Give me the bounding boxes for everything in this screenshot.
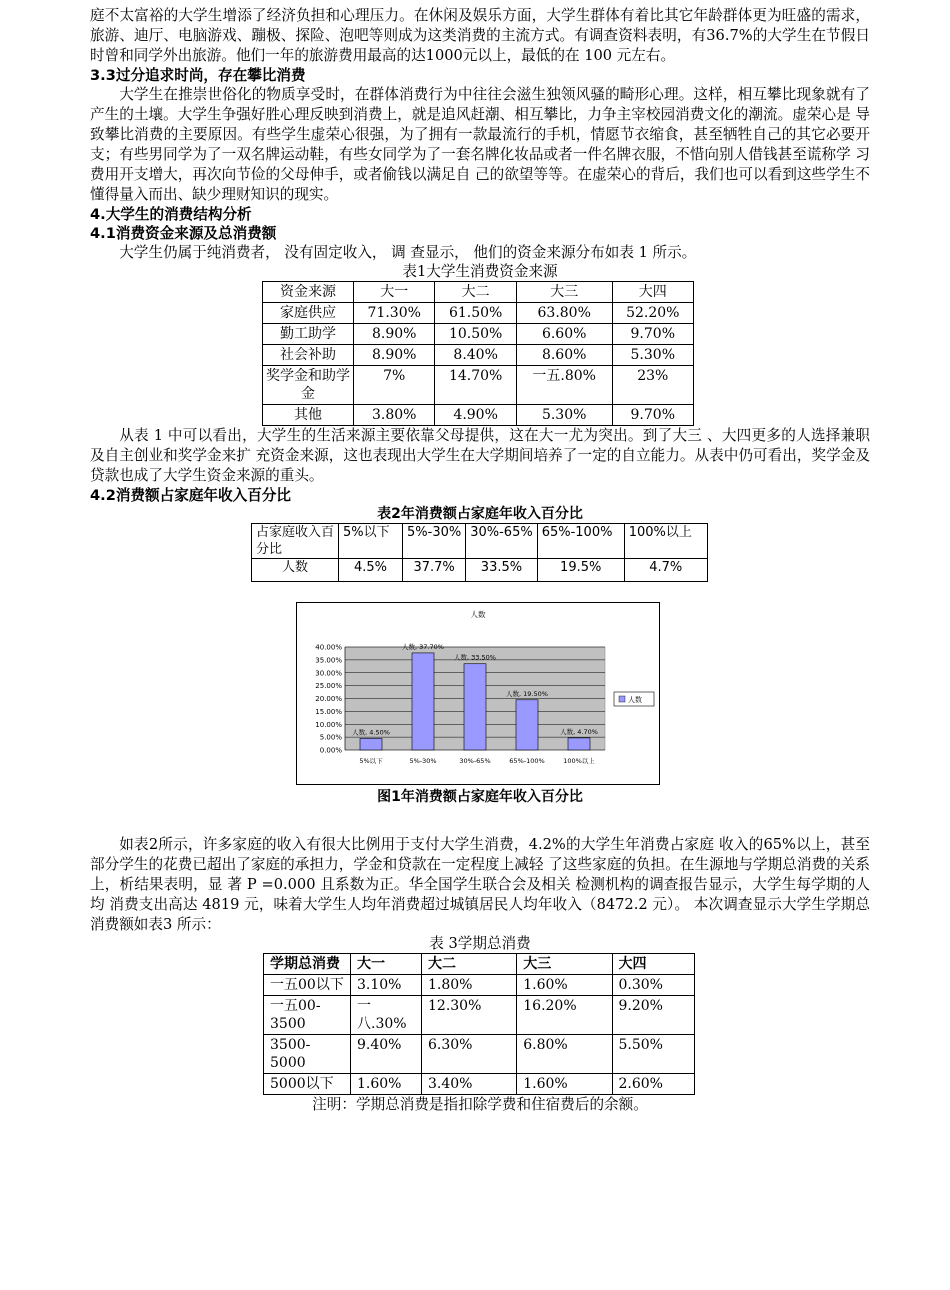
heading-3-3: 3.3过分追求时尚，存在攀比消费: [90, 67, 306, 84]
table3-note: 注明：学期总消费是指扣除学费和住宿费后的余额。: [312, 1096, 648, 1113]
bar: [360, 738, 382, 750]
table-cell: 3.40%: [422, 1074, 517, 1095]
table-cell: 33.5%: [466, 559, 537, 582]
y-tick-label: 30.00%: [315, 669, 342, 678]
table-cell: 10.50%: [435, 324, 516, 345]
table-cell: 52.20%: [612, 303, 693, 324]
table-cell: 23%: [612, 366, 693, 405]
table-cell: 6.30%: [422, 1035, 517, 1074]
table2: [251, 523, 708, 582]
table-cell: 人数: [252, 559, 339, 582]
x-tick-label: 5%-30%: [409, 757, 437, 765]
data-label: 人数, 4.50%: [352, 728, 390, 737]
table-cell: 6.60%: [516, 324, 612, 345]
table-cell: 71.30%: [354, 303, 435, 324]
table-cell: 一八.30%: [351, 996, 422, 1035]
table-cell: 12.30%: [422, 996, 517, 1035]
y-tick-label: 40.00%: [315, 643, 342, 652]
heading-4: 4.大学生的消费结构分析: [90, 206, 252, 223]
data-label: 人数, 4.70%: [560, 727, 598, 736]
document-page: [90, 6, 870, 1114]
table-cell: 大二: [422, 954, 517, 975]
table-row-header: [264, 954, 695, 975]
table-cell: 大四: [612, 954, 695, 975]
table-cell: 3.10%: [351, 975, 422, 996]
table-cell: 2.60%: [612, 1074, 695, 1095]
table-cell: 9.70%: [612, 324, 693, 345]
figure1-caption: 图1年消费额占家庭年收入百分比: [377, 789, 583, 805]
table-cell: 14.70%: [435, 366, 516, 405]
table-cell: 4.5%: [339, 559, 403, 582]
bar: [412, 653, 434, 750]
figure1-chart: [296, 602, 660, 785]
table-cell: 100%以上: [628, 525, 692, 540]
y-tick-label: 15.00%: [315, 707, 342, 716]
table-row: [263, 345, 694, 366]
table-cell: 3500-5000: [264, 1035, 351, 1074]
table-cell: 一五00-3500: [264, 996, 351, 1035]
table-cell: 3.80%: [354, 405, 435, 426]
table-row: [263, 366, 694, 405]
paragraph-4-2: 如表2所示，许多家庭的收入有很大比例用于支付大学生消费，4.2%的大学生年消费占家庭 收入的65%以上，甚至部分学生的花费已超出了家庭的承担力，学金和贷款在一定程度上减轻 了这些家庭的负担。在生源地与学期总消费的关系上，析结果表明，显 著 P =0.000 且系数为正。华全国学生联合会及相关 检测机构的调查报告显示，大学生每学期的人均 消费支出高达 4819 元，味着大学生人均年消费超过城镇居民人均年收入（8472.2 元）。 本次调查显示大学生学期总消费额如表3 所示：: [90, 836, 870, 933]
table-cell: 勤工助学: [263, 324, 354, 345]
table-row-header: [263, 282, 694, 303]
x-tick-label: 5%以下: [359, 757, 383, 765]
bar: [568, 738, 590, 750]
paragraph-4-1: 大学生仍属于纯消费者， 没有固定收入， 调 查显示， 他们的资金来源分布如表 1 所示。: [119, 244, 697, 261]
table-row: [263, 324, 694, 345]
data-label: 人数, 33.50%: [454, 653, 496, 662]
table-row: [264, 996, 695, 1035]
table1-caption: 表1大学生消费资金来源: [402, 263, 558, 280]
table-cell: 家庭供应: [263, 303, 354, 324]
table-cell: 其他: [263, 405, 354, 426]
table-cell: 30%-65%: [470, 525, 533, 540]
table-cell: 6.80%: [517, 1035, 612, 1074]
table-cell: 8.40%: [435, 345, 516, 366]
data-label: 人数, 37.70%: [402, 642, 444, 651]
table1: [262, 281, 694, 426]
table2-caption: 表2年消费额占家庭年收入百分比: [377, 506, 583, 522]
chart-title: 人数: [470, 610, 486, 619]
table-cell: 19.5%: [537, 559, 624, 582]
y-tick-label: 20.00%: [315, 695, 342, 703]
legend-label: 人数: [628, 696, 642, 704]
table-cell: 奖学金和助学金: [263, 366, 354, 405]
bar: [516, 700, 538, 750]
table-cell: 5%以下: [343, 525, 390, 540]
table-row: [252, 559, 708, 582]
table-cell: 65%-100%: [541, 525, 613, 540]
paragraph-intro: 庭不太富裕的大学生增添了经济负担和心理压力。在休闲及娱乐方面，大学生群体有着比其它年龄群体更为旺盛的需求，旅游、迪厅、电脑游戏、蹦极、探险、泡吧等则成为这类消费的主流方式。有调查资料表明，有36.7%的大学生在节假日时曾和同学外出旅游。他们一年的旅游费用最高的达1000元以上，最低的在 100 元左右。: [90, 7, 870, 64]
table-row-header: [252, 524, 708, 559]
table-cell: 63.80%: [516, 303, 612, 324]
table-cell: 9.20%: [612, 996, 695, 1035]
chart-legend: [614, 692, 654, 706]
legend-swatch: [619, 696, 625, 702]
y-tick-label: 5.00%: [319, 733, 342, 742]
table-cell: 5%-30%: [407, 525, 462, 540]
table-cell: 一五00以下: [264, 975, 351, 996]
x-tick-label: 100%以上: [563, 757, 595, 765]
data-label: 人数, 19.50%: [506, 689, 548, 698]
table-row: [264, 1035, 695, 1074]
bar: [464, 664, 486, 750]
bar-chart: [297, 603, 659, 784]
y-tick-label: 0.00%: [319, 746, 342, 755]
x-tick-label: 65%-100%: [509, 757, 545, 765]
table-cell: 4.90%: [435, 405, 516, 426]
table-cell: 9.40%: [351, 1035, 422, 1074]
table-cell: 大一: [351, 954, 422, 975]
table-cell: 61.50%: [435, 303, 516, 324]
table-cell: 1.60%: [517, 1074, 612, 1095]
heading-4-2: 4.2消费额占家庭年收入百分比: [90, 487, 291, 504]
heading-4-1: 4.1消费资金来源及总消费额: [90, 225, 277, 242]
table-cell: 大一: [354, 282, 435, 303]
table-cell: 5.30%: [516, 405, 612, 426]
table-cell: 16.20%: [517, 996, 612, 1035]
table-cell: 4.7%: [624, 559, 707, 582]
table-cell: 1.80%: [422, 975, 517, 996]
table-row: [264, 975, 695, 996]
paragraph-3-3: 大学生在推崇世俗化的物质享受时，在群体消费行为中往往会滋生独领风骚的畸形心理。这样，相互攀比现象就有了产生的土壤。大学生争强好胜心理反映到消费上，就是追风赶潮、相互攀比，力争主宰校园消费文化的潮流。虚荣心是 导致攀比消费的主要原因。有些学生虚荣心很强，为了拥有一款最流行的手机，情愿节衣缩食，甚至牺牲自己的其它必要开支；有些男同学为了一双名牌运动鞋，有些女同学为了一套名牌化妆品或者一件名牌衣服，不惜向别人借钱甚至谎称学 习费用开支增大，再次向节俭的父母伸手，或者偷钱以满足自 己的欲望等等。在虚荣心的背后，我们也可以看到这些学生不懂得量入而出、缺少理财知识的现实。: [90, 86, 870, 203]
table-row: [263, 303, 694, 324]
y-tick-label: 25.00%: [315, 682, 342, 691]
table3-caption: 表 3学期总消费: [429, 935, 531, 952]
table-cell: 9.70%: [612, 405, 693, 426]
table-cell: 37.7%: [403, 559, 466, 582]
table-cell: 1.60%: [351, 1074, 422, 1095]
table-cell: 社会补助: [263, 345, 354, 366]
table-cell: 0.30%: [612, 975, 695, 996]
table-cell: 8.60%: [516, 345, 612, 366]
table-cell: 大三: [516, 282, 612, 303]
table-cell: 8.90%: [354, 345, 435, 366]
table-cell: 学期总消费: [264, 954, 351, 975]
x-tick-label: 30%-65%: [459, 757, 491, 765]
table-cell: 5000以下: [264, 1074, 351, 1095]
table-cell: 8.90%: [354, 324, 435, 345]
paragraph-after-table1: 从表 1 中可以看出，大学生的生活来源主要依靠父母提供，这在大一尤为突出。到了大三 、大四更多的人选择兼职及自主创业和奖学金来扩 充资金来源，这也表现出大学生在大学期间培养了一定的自立能力。从表中仍可看出，奖学金及贷款也成了大学生资金来源的重头。: [90, 427, 870, 484]
table3: [263, 953, 695, 1095]
table-cell: 大二: [435, 282, 516, 303]
y-tick-label: 35.00%: [315, 656, 342, 665]
table-cell: 占家庭收入百分比: [256, 525, 334, 556]
table-cell: 5.30%: [612, 345, 693, 366]
table-cell: 5.50%: [612, 1035, 695, 1074]
table-cell: 7%: [354, 366, 435, 405]
table-cell: 1.60%: [517, 975, 612, 996]
table-row: [264, 1074, 695, 1095]
table-cell: 大四: [612, 282, 693, 303]
y-tick-label: 10.00%: [315, 720, 342, 729]
table-cell: 资金来源: [263, 282, 354, 303]
table-cell: 大三: [517, 954, 612, 975]
table-cell: 一五.80%: [516, 366, 612, 405]
table-row: [263, 405, 694, 426]
